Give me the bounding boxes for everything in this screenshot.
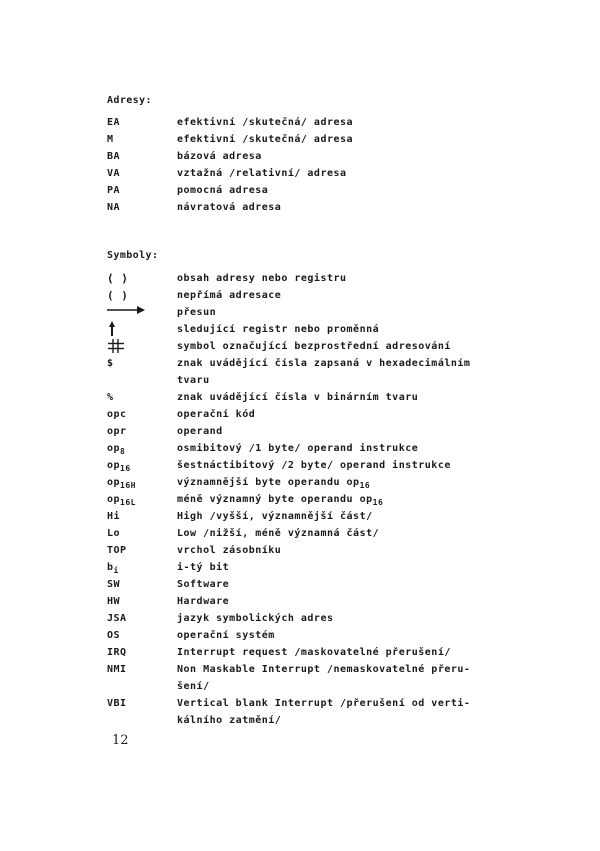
entry-term: opc (107, 409, 127, 420)
entry-term: M (107, 134, 114, 145)
entry-description: vrchol zásobníku (177, 545, 282, 556)
entry-description: sledující registr nebo proměnná (177, 324, 380, 335)
entry-term: % (107, 392, 114, 403)
entry-term: $b_i$ (107, 562, 119, 575)
parentheses-icon: ( ) (107, 289, 129, 302)
entry-description: méně významný byte operandu $op_{16}$ (177, 494, 384, 507)
entry-term: EA (107, 117, 121, 128)
entry-term: HW (107, 596, 121, 607)
right-arrow-icon (107, 304, 175, 318)
entry-description (177, 661, 497, 695)
entry-description: osmibitový /1 byte/ operand instrukce (177, 443, 419, 454)
entry-term: $op_{16L}$ (107, 494, 136, 507)
entry-term: $op_8$ (107, 443, 126, 456)
entry-description: pomocná adresa (177, 185, 269, 196)
entry-description: návratová adresa (177, 202, 282, 213)
entry-description: efektivní /skutečná/ adresa (177, 134, 354, 145)
description-line: Vertical blank Interrupt /přerušení od verti- (177, 698, 471, 709)
entry-description: operační systém (177, 630, 275, 641)
addresses-heading: Adresy: (107, 95, 152, 106)
entry-description: operační kód (177, 409, 256, 420)
description-line: tvaru (177, 375, 210, 386)
page-number: 12 (112, 733, 129, 748)
description-line: znak uvádějící čísla zapsaná v hexadecimálním (177, 358, 471, 369)
description-line: kálního zatmění/ (177, 715, 282, 726)
entry-term: TOP (107, 545, 127, 556)
entry-term: NA (107, 202, 121, 213)
angle-brackets-icon: ⟨ ⟩ (107, 272, 129, 285)
entry-description (177, 355, 497, 389)
entry-term: VBI (107, 698, 127, 709)
entry-term: Lo (107, 528, 121, 539)
entry-description: Low /nižší, méně významná část/ (177, 528, 380, 539)
entry-term: JSA (107, 613, 127, 624)
entry-term: opr (107, 426, 127, 437)
entry-description: High /vyšší, významnější část/ (177, 511, 373, 522)
up-arrow-icon (107, 321, 175, 337)
entry-term: SW (107, 579, 121, 590)
entry-term: IRQ (107, 647, 127, 658)
entry-term: $ (107, 358, 114, 369)
entry-description: symbol označující bezprostřední adresování (177, 341, 451, 352)
hash-icon (107, 338, 175, 354)
entry-term: $op_{16}$ (107, 460, 131, 473)
entry-description: Software (177, 579, 230, 590)
symbols-heading: Symboly: (107, 250, 159, 261)
entry-description: Interrupt request /maskovatelné přerušení/ (177, 647, 451, 658)
entry-term: VA (107, 168, 121, 179)
entry-term: NMI (107, 664, 127, 675)
entry-description: jazyk symbolických adres (177, 613, 334, 624)
entry-description: obsah adresy nebo registru (177, 273, 347, 284)
entry-description: Hardware (177, 596, 230, 607)
entry-term: OS (107, 630, 121, 641)
entry-description: znak uvádějící čísla v binárním tvaru (177, 392, 419, 403)
entry-description: nepřímá adresace (177, 290, 282, 301)
entry-description: přesun (177, 307, 217, 318)
entry-description: efektivní /skutečná/ adresa (177, 117, 354, 128)
entry-description (177, 695, 497, 729)
entry-term: PA (107, 185, 121, 196)
entry-term: Hi (107, 511, 121, 522)
entry-description: i-tý bit (177, 562, 230, 573)
entry-description: operand (177, 426, 223, 437)
entry-description: šestnáctibitový /2 byte/ operand instrukce (177, 460, 451, 471)
description-line: šení/ (177, 681, 210, 692)
description-line: Non Maskable Interrupt /nemaskovatelné přeru- (177, 664, 471, 675)
entry-term: BA (107, 151, 121, 162)
entry-description: významnější byte operandu $op_{16}$ (177, 477, 371, 490)
entry-description: vztažná /relativní/ adresa (177, 168, 347, 179)
entry-description: bázová adresa (177, 151, 262, 162)
entry-term: $op_{16H}$ (107, 477, 136, 490)
